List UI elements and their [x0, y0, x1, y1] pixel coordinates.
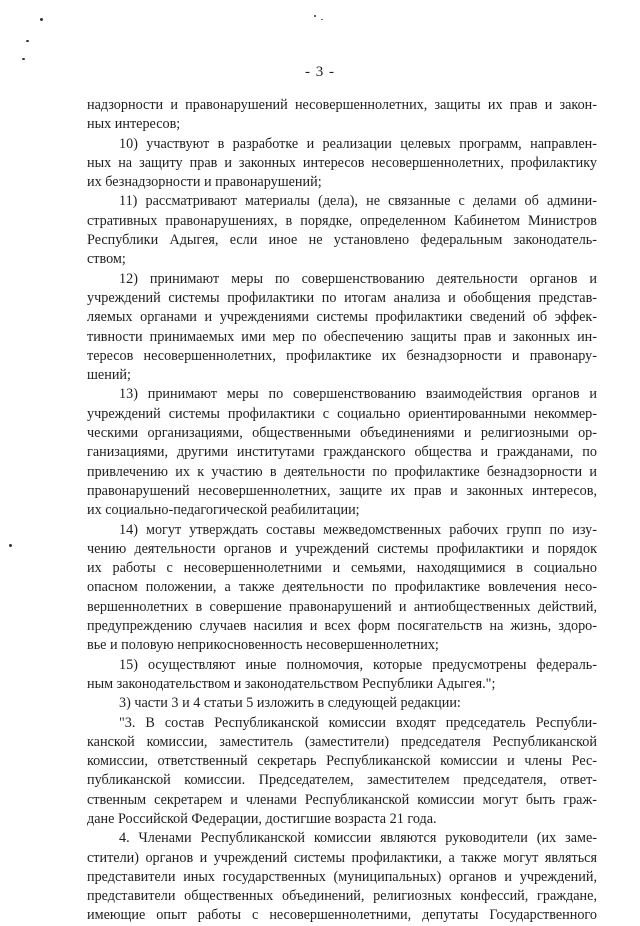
text-line: опасном положении, а также деятельности по профилактике вовлечения несо- — [87, 579, 597, 596]
text-line: комиссии, ответственный секретарь Республиканской комиссии и члены Рес- — [87, 753, 597, 770]
text-line: тересов несовершеннолетних, профилактике их безнадзорности и правонару- — [87, 347, 597, 364]
text-line: надзорности и правонарушений несовершеннолетних, защиты их прав и закон- — [87, 97, 597, 113]
text-line: ных интересов; — [87, 116, 181, 133]
text-line: ственным секретарем и членами Республиканской комиссии могут быть граж- — [87, 791, 597, 808]
scan-speck — [9, 544, 12, 547]
paragraph — [87, 656, 597, 695]
text-line: "3. В состав Республиканской комиссии входят председатель Республи- — [119, 714, 597, 731]
text-line: 10) участвуют в разработке и реализации целевых программ, направлен- — [119, 135, 597, 152]
paragraph — [87, 521, 597, 656]
scan-speck — [26, 40, 29, 42]
text-line: предупреждению случаев насилия и всех форм посягательств на жизнь, здоро- — [87, 618, 597, 635]
text-line: 12) принимают меры по совершенствованию деятельности органов и — [119, 270, 597, 287]
scan-speck — [40, 18, 43, 21]
text-line: ганизациями, другими институтами гражданского общества и гражданами, по — [87, 444, 597, 461]
text-line: шений; — [87, 367, 131, 384]
text-line: учреждений системы профилактики по итогам анализа и обобщения представ- — [87, 289, 597, 306]
text-line: тивности принимаемых ими мер по обеспечению защиты прав и законных ин- — [87, 328, 597, 345]
text-line: канской комиссии, заместитель (заместители) председателя Республиканской — [87, 733, 597, 750]
text-line: 13) принимают меры по совершенствованию взаимодействия органов и — [119, 386, 597, 403]
page-number: - 3 - — [305, 64, 335, 80]
paragraph — [87, 135, 597, 193]
text-line: стративных правонарушениях, в порядке, определенном Кабинетом Министров — [87, 212, 597, 229]
text-line: чению деятельности органов и учреждений системы профилактики и порядок — [87, 540, 597, 557]
paragraph — [87, 270, 597, 386]
text-line: их работы с несовершеннолетними и семьями, находящимися в социально — [87, 560, 597, 577]
text-line: ным законодательством и законодательством Республики Адыгея."; — [87, 675, 496, 692]
text-line: 4. Членами Республиканской комиссии являются руководители (их заме- — [119, 830, 597, 847]
text-line: правонарушений несовершеннолетних, защите их прав и законных интересов, — [87, 482, 597, 499]
paragraph — [87, 385, 597, 520]
text-line: вершеннолетних в совершение правонарушений и антиобщественных действий, — [87, 598, 597, 615]
text-line: их социально-педагогической реабилитации; — [87, 502, 360, 519]
paragraph — [87, 829, 597, 925]
text-line: 11) рассматривают материалы (дела), не связанные с делами об админи- — [119, 193, 597, 210]
text-line: ных на защиту прав и законных интересов несовершеннолетних, профилактику — [87, 154, 597, 171]
text-line: представители общественных объединений, религиозных конфессий, граждане, — [87, 888, 597, 905]
text-line: их безнадзорности и правонарушений; — [87, 174, 322, 191]
text-line: дане Российской Федерации, достигшие возраста 21 года. — [87, 810, 437, 827]
text-line: ляемых органами и учреждениями системы профилактики сведений об эффек- — [87, 309, 597, 326]
text-line: стители) органов и учреждений системы профилактики, а также могут являться — [87, 849, 597, 866]
text-line: вье и половую неприкосновенность несовершеннолетних; — [87, 637, 439, 654]
text-line: представители иных государственных (муниципальных) органов и учреждений, — [87, 868, 597, 885]
text-line: ством; — [87, 251, 126, 268]
text-line: 14) могут утверждать составы межведомственных рабочих групп по изу- — [119, 521, 597, 538]
text-line: публиканской комиссии. Председателем, заместителем председателя, ответ- — [87, 772, 597, 789]
text-line: 15) осуществляют иные полномочия, которые предусмотрены федераль- — [119, 656, 597, 673]
scan-speck — [22, 58, 25, 60]
paragraph — [87, 96, 597, 135]
scan-speck — [321, 19, 323, 20]
text-line: имеющие опыт работы с несовершеннолетними, депутаты Государственного — [87, 907, 597, 924]
scan-speck — [314, 15, 316, 17]
text-line: ческими организациями, общественными объединениями и религиозными ор- — [87, 425, 597, 442]
text-line: Республики Адыгея, если иное не установлено федеральным законодатель- — [87, 232, 597, 249]
paragraph — [87, 694, 597, 713]
text-line: учреждений системы профилактики с социально ориентированными некоммер- — [87, 405, 597, 422]
text-line: привлечению их к участию в деятельности по профилактике безнадзорности и — [87, 463, 597, 480]
document-body — [87, 96, 597, 926]
paragraph — [87, 192, 597, 269]
paragraph — [87, 714, 597, 830]
text-line: 3) части 3 и 4 статьи 5 изложить в следующей редакции: — [119, 695, 461, 712]
